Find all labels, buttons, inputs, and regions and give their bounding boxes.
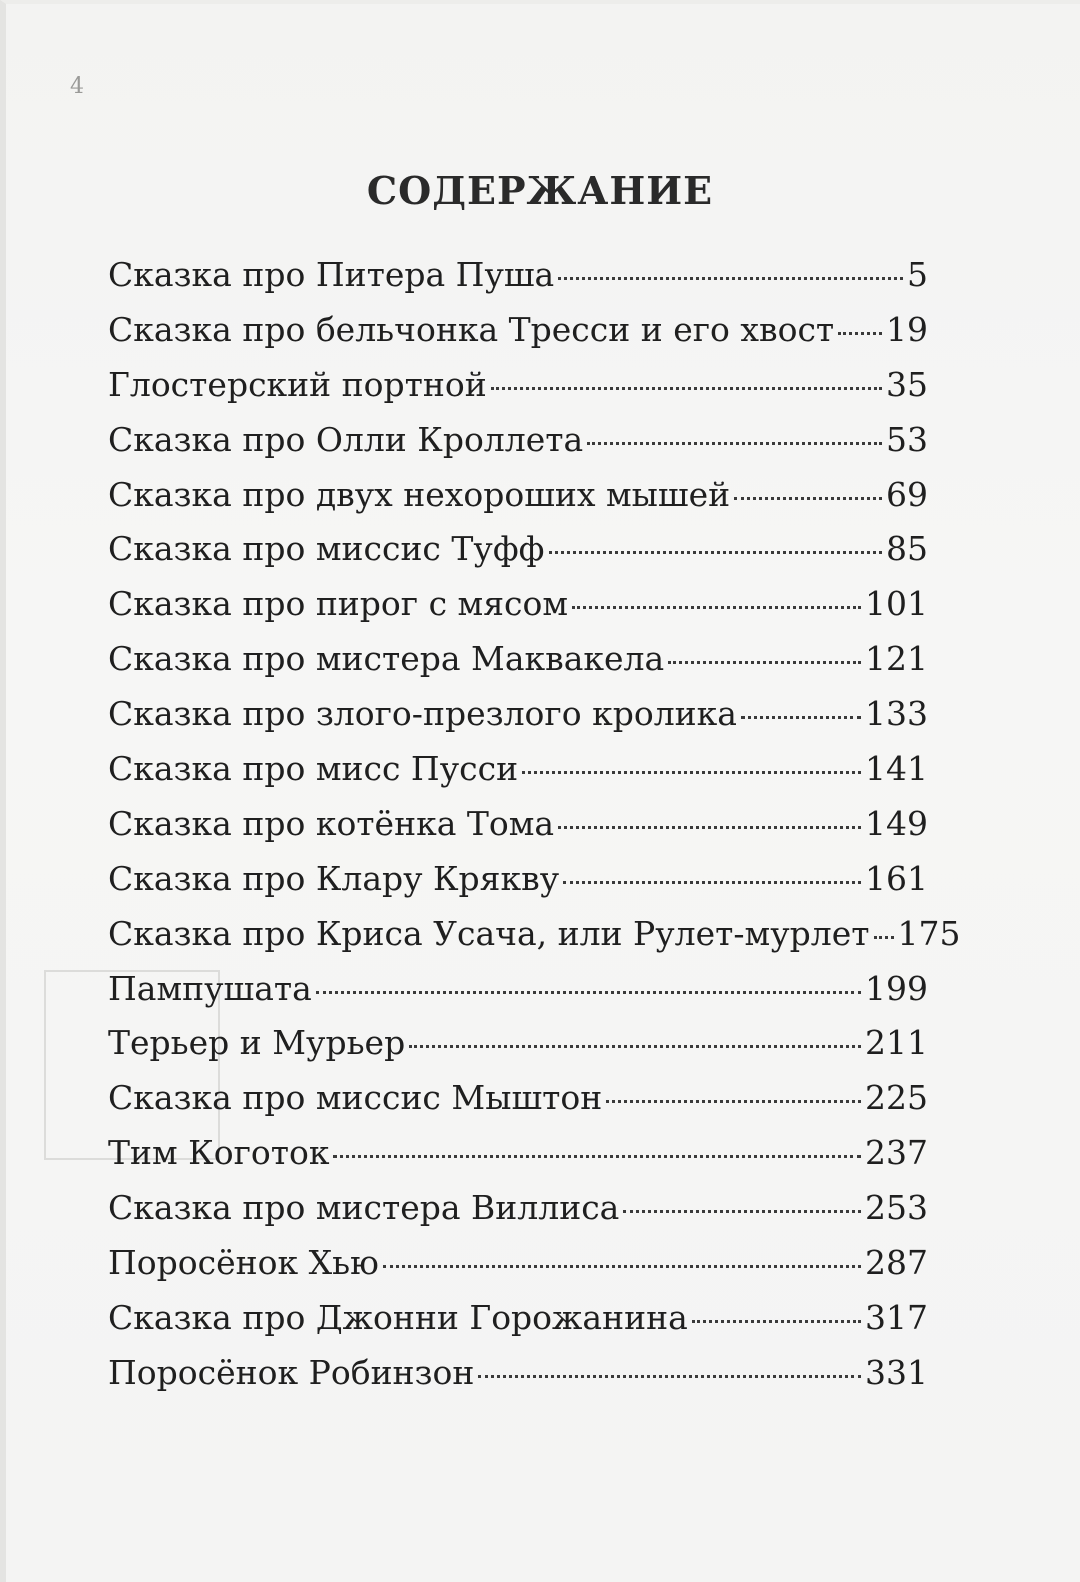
toc-dot-leader	[549, 551, 883, 554]
toc-entry-page-number: 19	[886, 309, 928, 349]
toc-entry-title: Сказка про Олли Кроллета	[108, 419, 584, 459]
toc-dot-leader	[409, 1045, 861, 1048]
toc-entry-title: Сказка про Клару Крякву	[108, 858, 560, 898]
toc-entry-page-number: 53	[886, 419, 928, 459]
toc-entry-page-number: 237	[865, 1133, 928, 1173]
toc-entry-page-number: 5	[907, 255, 928, 294]
toc-dot-leader	[383, 1265, 861, 1268]
toc-entry-page-number: 161	[865, 858, 928, 898]
toc-entry-title: Сказка про бельчонка Тресси и его хвост	[108, 309, 835, 349]
toc-dot-leader	[522, 771, 861, 774]
toc-entry-page-number: 253	[865, 1188, 928, 1228]
toc-entry-title: Сказка про мистера Маквакела	[108, 639, 665, 679]
toc-entry-page-number: 101	[865, 584, 928, 624]
toc-entry	[108, 1126, 928, 1181]
toc-dot-leader	[316, 991, 861, 994]
toc-entry	[108, 1181, 928, 1236]
toc-entry	[108, 577, 928, 632]
toc-entry-page-number: 199	[865, 968, 928, 1008]
toc-dot-leader	[692, 1320, 861, 1323]
toc-dot-leader	[572, 606, 861, 609]
toc-entry	[108, 303, 928, 358]
toc-dot-leader	[623, 1210, 861, 1213]
toc-entry	[108, 907, 961, 962]
toc-entry-title: Сказка про Криса Усача, или Рулет-мурлет	[108, 913, 870, 953]
table-of-contents	[108, 248, 961, 1401]
toc-entry	[108, 522, 928, 577]
toc-entry-page-number: 211	[865, 1023, 928, 1063]
toc-entry-title: Сказка про Джонни Горожанина	[108, 1297, 688, 1337]
toc-dot-leader	[668, 661, 861, 664]
toc-entry-title: Сказка про злого-презлого кролика	[108, 694, 737, 734]
toc-entry-page-number: 69	[886, 474, 928, 514]
toc-entry-title: Поросёнок Робинзон	[108, 1352, 475, 1392]
toc-entry-title: Сказка про миссис Мыштон	[108, 1078, 603, 1118]
toc-entry	[108, 742, 928, 797]
toc-entry-title: Сказка про пирог с мясом	[108, 584, 569, 624]
toc-entry-title: Глостерский портной	[108, 364, 487, 404]
toc-entry-title: Пампушата	[108, 968, 312, 1008]
toc-entry-page-number: 149	[865, 803, 928, 843]
toc-dot-leader	[563, 881, 861, 884]
toc-dot-leader	[587, 442, 882, 445]
toc-dot-leader	[606, 1100, 861, 1103]
toc-entry-page-number: 35	[886, 364, 928, 404]
toc-dot-leader	[558, 277, 903, 280]
toc-entry-page-number: 175	[897, 913, 961, 953]
toc-entry-page-number: 287	[865, 1243, 928, 1283]
toc-entry-page-number: 133	[865, 694, 928, 734]
toc-dot-leader	[874, 936, 894, 939]
toc-entry	[108, 1346, 928, 1401]
toc-entry-title: Сказка про котёнка Тома	[108, 803, 555, 843]
toc-dot-leader	[491, 387, 882, 390]
toc-entry-title: Сказка про миссис Туфф	[108, 529, 545, 569]
toc-entry	[108, 358, 928, 413]
toc-entry	[108, 1236, 928, 1291]
toc-entry-title: Поросёнок Хью	[108, 1243, 379, 1283]
toc-entry-title: Сказка про Питера Пуша	[108, 255, 555, 294]
toc-entry	[108, 1291, 928, 1346]
toc-entry	[108, 468, 928, 523]
toc-dot-leader	[478, 1375, 861, 1378]
toc-entry-title: Сказка про мисс Пусси	[108, 749, 519, 789]
toc-entry-page-number: 85	[886, 529, 928, 569]
page-corner-mark: 4	[70, 74, 84, 99]
toc-entry-page-number: 225	[865, 1078, 928, 1118]
toc-entry-page-number: 331	[865, 1352, 928, 1392]
toc-entry	[108, 632, 928, 687]
toc-entry	[108, 962, 928, 1017]
toc-dot-leader	[838, 332, 882, 335]
toc-entry-page-number: 121	[865, 639, 928, 679]
toc-entry-page-number: 141	[865, 749, 928, 789]
toc-dot-leader	[741, 716, 861, 719]
toc-entry	[108, 687, 928, 742]
toc-entry	[108, 1071, 928, 1126]
toc-dot-leader	[734, 497, 882, 500]
toc-entry-title: Сказка про двух нехороших мышей	[108, 474, 731, 514]
toc-entry	[108, 852, 928, 907]
toc-entry-title: Сказка про мистера Виллиса	[108, 1188, 620, 1228]
toc-dot-leader	[333, 1155, 861, 1158]
toc-entry	[108, 797, 928, 852]
page-title: СОДЕРЖАНИЕ	[366, 168, 714, 213]
toc-entry	[108, 248, 928, 303]
toc-entry-title: Тим Коготок	[108, 1133, 330, 1173]
toc-dot-leader	[558, 826, 861, 829]
toc-entry-page-number: 317	[865, 1297, 928, 1337]
toc-entry	[108, 1016, 928, 1071]
toc-entry-title: Терьер и Мурьер	[108, 1023, 406, 1063]
toc-entry	[108, 413, 928, 468]
